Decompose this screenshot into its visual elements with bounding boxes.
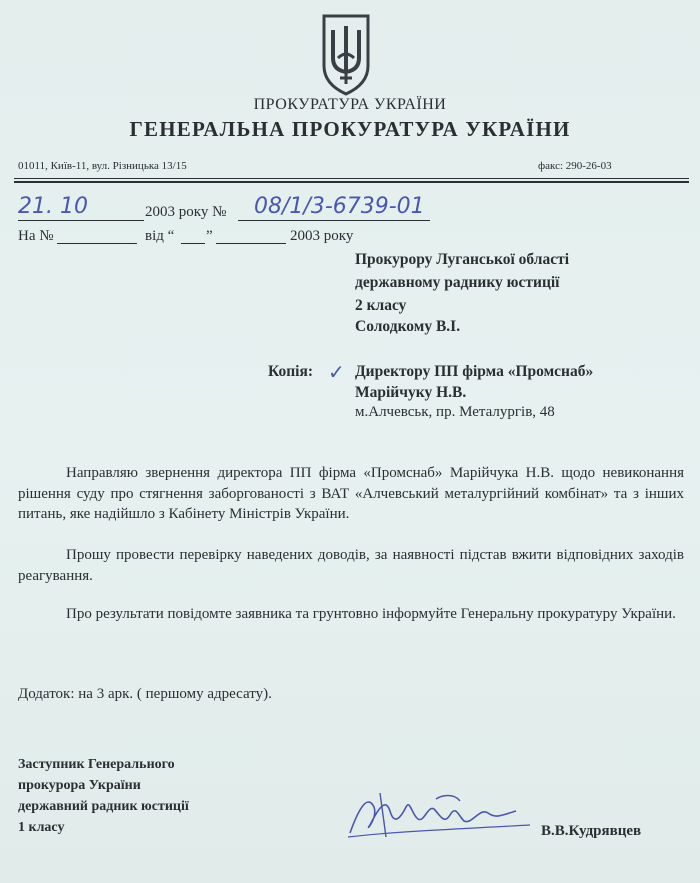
trident-emblem-icon bbox=[316, 12, 376, 98]
ref-month-blank bbox=[216, 243, 286, 244]
copy-line-2: Марійчуку Н.В. bbox=[355, 384, 467, 401]
number-underline bbox=[238, 220, 430, 221]
recipient-line-1: Прокурору Луганської області bbox=[355, 251, 570, 268]
year-number-label: 2003 року № bbox=[145, 204, 227, 220]
signer-title-3: державний радник юстиції bbox=[18, 799, 189, 814]
copy-address: м.Алчевськ, пр. Металургів, 48 bbox=[355, 404, 555, 420]
recipient-line-4: Солодкому В.І. bbox=[355, 318, 461, 335]
signer-title-4: 1 класу bbox=[18, 820, 65, 835]
org-name-small: ПРОКУРАТУРА УКРАЇНИ bbox=[253, 96, 447, 113]
copy-label: Копія: bbox=[268, 363, 314, 380]
fax: факс: 290-26-03 bbox=[538, 160, 612, 172]
handwritten-reg-number: 08/1/3-6739-01 bbox=[254, 194, 425, 219]
body-paragraph-1: Направляю звернення директора ПП фірма «Промснаб» Марійчука Н.В. щодо невиконання рішення суду про стягнення заборгованості з ВАТ «Алчевський металургійний комбінат» та з інших питань, яке надійшло з Кабінету Міністрів України. bbox=[18, 465, 684, 522]
ref-quote-close: ” bbox=[206, 228, 213, 244]
header-rule-thick bbox=[14, 181, 689, 183]
attachment-note: Додаток: на 3 арк. ( першому адресату). bbox=[18, 686, 272, 702]
recipient-line-3: 2 класу bbox=[355, 297, 407, 314]
header-rule bbox=[14, 178, 689, 179]
ref-from: від “ bbox=[145, 228, 175, 244]
signer-name: В.В.Кудрявцев bbox=[541, 823, 642, 839]
copy-line-1: Директору ПП фірма «Промснаб» bbox=[355, 363, 594, 380]
recipient-line-2: державному раднику юстиції bbox=[355, 274, 560, 291]
signer-title-1: Заступник Генерального bbox=[18, 757, 175, 772]
handwritten-date: 21. 10 bbox=[18, 194, 88, 219]
body-paragraph-3: Про результати повідомте заявника та грунтовно інформуйте Генеральну прокуратуру України. bbox=[66, 606, 676, 622]
address: 01011, Київ-11, вул. Різницька 13/15 bbox=[18, 160, 187, 172]
ref-prefix: На № bbox=[18, 228, 54, 244]
body-paragraph-2: Прошу провести перевірку наведених доводів, за наявності підстав вжити відповідних заходів реагування. bbox=[18, 547, 684, 584]
date-underline bbox=[18, 220, 144, 221]
org-name-main: ГЕНЕРАЛЬНА ПРОКУРАТУРА УКРАЇНИ bbox=[129, 117, 571, 141]
check-mark-icon: ✓ bbox=[328, 360, 345, 384]
ref-day-blank bbox=[181, 243, 205, 244]
signer-title-2: прокурора України bbox=[18, 778, 141, 793]
ref-year: 2003 року bbox=[290, 228, 354, 244]
ref-number-blank bbox=[57, 243, 137, 244]
handwritten-signature-icon bbox=[340, 785, 540, 845]
